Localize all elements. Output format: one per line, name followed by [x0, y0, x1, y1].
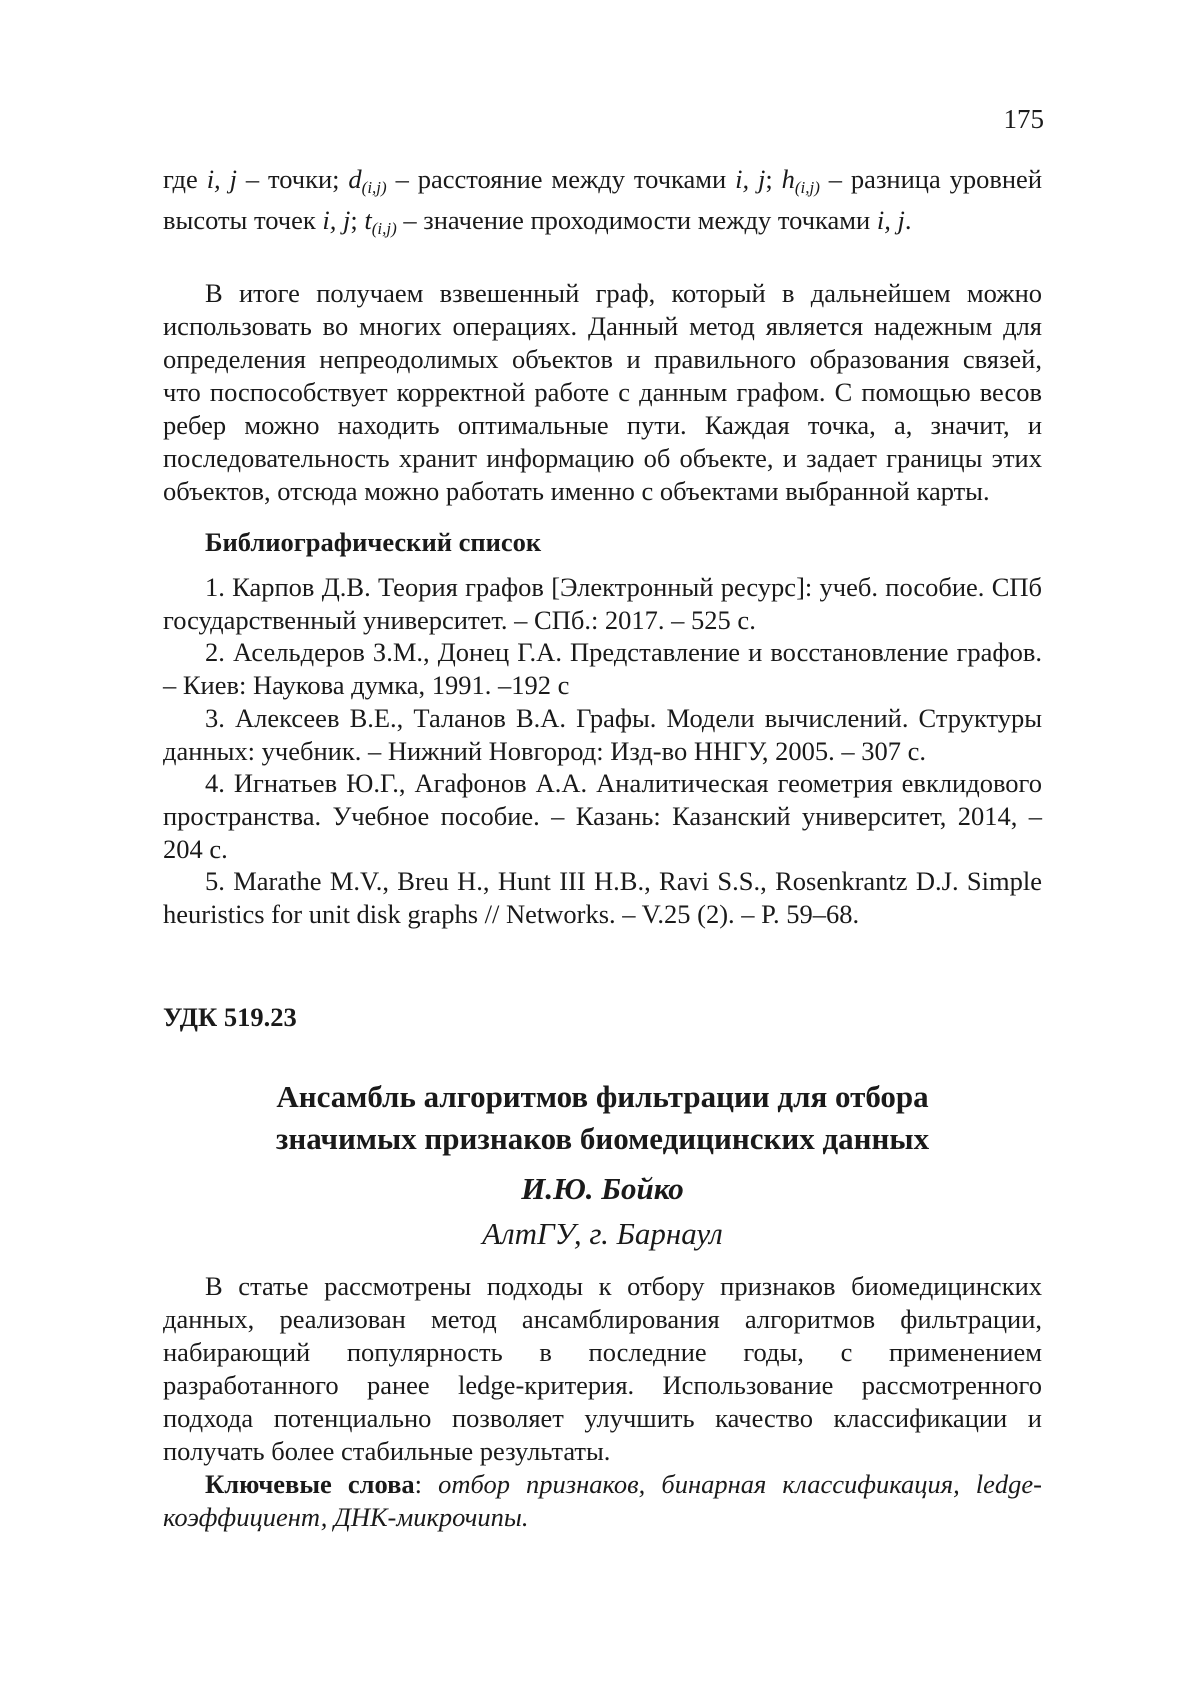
- document-page: [0, 0, 1200, 1703]
- punct: .: [905, 205, 912, 235]
- math-t: t: [364, 205, 371, 235]
- page-number: 175: [1004, 104, 1045, 135]
- paragraph-weighted-graph: В итоге получаем взвешенный граф, который в дальнейшем можно использовать во многих операциях. Данный метод является надежным для определения непреодолимых объектов и правильного образования связей, что поспособствует корректной работе с данным графом. С помощью весов ребер можно находить оптимальные пути. Каждая точка, а, значит, и последовательность хранит информацию об объекте, и задает границы этих объектов, отсюда можно работать именно с объектами выбранной карты.: [163, 277, 1042, 508]
- udk-code: УДК 519.23: [163, 1002, 297, 1033]
- bibliography-title: Библиографический список: [163, 526, 1042, 559]
- bibliography-item: 4. Игнатьев Ю.Г., Агафонов А.А. Аналитическая геометрия евкли­дового пространства. Учебное пособие. – Казань: Казанский университет, 2014, – 204 с.: [163, 767, 1042, 865]
- article-title-line: Ансамбль алгоритмов фильтрации для отбора: [163, 1076, 1042, 1118]
- abstract-paragraph: В статье рассмотрены подходы к отбору признаков биомедицинских данных, реализован метод ансамблирования алгоритмов фильтрации, набирающий популярность в последние годы, с применением разработанного ранее ledge-критерия. Использование рассмотренного подхода потенциально позволяет улучшить качество классификации и получать более стабильные результаты.: [163, 1270, 1042, 1468]
- math-d: d: [348, 164, 361, 194]
- text-height: – разница уровней высоты точек: [163, 164, 1042, 235]
- math-sub: (i,j): [372, 219, 397, 238]
- bibliography-item: 3. Алексеев В.Е., Таланов В.А. Графы. Модели вычислений. Струк­туры данных: учебник. – Нижний Новгород: Изд-во ННГУ, 2005. – 307 с.: [163, 702, 1042, 767]
- definitions-paragraph: [163, 163, 1042, 245]
- math-sub: (i,j): [362, 178, 387, 197]
- keywords-separator: :: [415, 1469, 422, 1499]
- text-points: – точки;: [246, 164, 340, 194]
- math-ij: i, j: [207, 164, 237, 194]
- math-ij: i, j: [735, 164, 765, 194]
- keywords-label: Ключевые слова: [205, 1469, 415, 1499]
- keywords-paragraph: [163, 1468, 1042, 1534]
- abstract-section: [163, 1270, 1042, 1534]
- word-gde: где: [163, 164, 198, 194]
- text-distance: – расстояние между точками: [396, 164, 727, 194]
- math-ij: i, j: [877, 205, 905, 235]
- punct: ;: [765, 164, 772, 194]
- keywords-list: отбор признаков, бинарная классификация, ledge-коэффициент, ДНК-микрочипы.: [163, 1469, 1042, 1532]
- text-passability: – значение проходимости между точками: [403, 205, 870, 235]
- punct: ;: [350, 205, 357, 235]
- article-affiliation: АлтГУ, г. Барнаул: [163, 1216, 1042, 1252]
- article-author: И.Ю. Бойко: [163, 1171, 1042, 1207]
- math-sub: (i,j): [795, 178, 820, 197]
- bibliography-item: 1. Карпов Д.В. Теория графов [Электронный ресурс]: учеб. пособие. СПб государственный университет. – СПб.: 2017. – 525 с.: [163, 571, 1042, 636]
- article-title-line: значимых признаков биомедицинских данных: [163, 1118, 1042, 1160]
- article-title: [163, 1076, 1042, 1160]
- bibliography-item: 5. Marathe M.V., Breu H., Hunt III H.B., Ravi S.S., Rosenkrantz D.J. Simple heuristics for unit disk graphs // Networks. – V.25 (2). – P. 59–68.: [163, 865, 1042, 930]
- body-section: [163, 277, 1042, 931]
- math-h: h: [782, 164, 795, 194]
- math-ij: i, j: [322, 205, 350, 235]
- bibliography-item: 2. Асельдеров З.М., Донец Г.А. Представление и восстановление графов. – Киев: Наукова думка, 1991. –192 с: [163, 636, 1042, 701]
